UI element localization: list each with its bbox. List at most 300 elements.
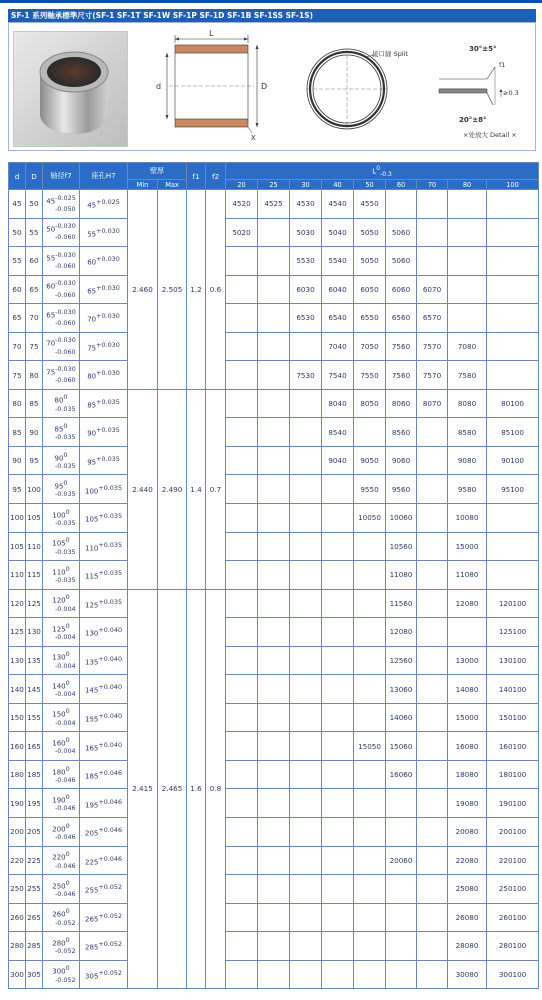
shaft-upper-tol: 0 — [65, 793, 70, 802]
housing-tol: +0.030 — [96, 255, 120, 264]
shaft-upper-tol: 0 — [65, 593, 70, 602]
cell-max: 2.465 — [158, 589, 187, 989]
cell-d: 50 — [9, 218, 26, 247]
cell-part-number: 4540 — [322, 190, 354, 219]
cell-part-number — [322, 732, 354, 761]
cell-part-number — [386, 875, 417, 904]
table-row — [9, 789, 539, 818]
cell-part-number — [417, 846, 448, 875]
cell-part-number — [322, 703, 354, 732]
cell-part-number: 20060 — [386, 846, 417, 875]
cell-part-number — [417, 589, 448, 618]
cell-part-number — [448, 275, 487, 304]
cell-d: 75 — [9, 361, 26, 390]
cell-part-number: 6070 — [417, 275, 448, 304]
cell-part-number: 5530 — [290, 247, 322, 276]
cell-part-number — [258, 275, 290, 304]
table-row — [9, 675, 539, 704]
shaft-upper-tol: 0 — [65, 507, 70, 516]
label-angle-bottom: 20°±8° — [459, 116, 487, 124]
col-f1: f1 — [187, 163, 206, 190]
cell-d: 150 — [9, 703, 26, 732]
cell-part-number — [417, 760, 448, 789]
cell-part-number — [417, 446, 448, 475]
col-f2: f2 — [206, 163, 226, 190]
cell-part-number: 8540 — [322, 418, 354, 447]
cell-part-number — [290, 903, 322, 932]
shaft-nominal: 200 — [52, 824, 66, 833]
cell-part-number — [290, 703, 322, 732]
housing-tol: +0.052 — [98, 968, 123, 977]
cell-part-number — [290, 646, 322, 675]
housing-tol: +0.035 — [98, 512, 123, 521]
cell-housing — [80, 960, 128, 989]
cell-part-number: 120100 — [487, 589, 539, 618]
page-title: SF-1 系列軸承標準尺寸(SF-1 SF-1T SF-1W SF-1P SF-1D SF-1B SF-1SS SF-1S) — [8, 9, 536, 22]
cell-part-number — [258, 247, 290, 276]
col-d: d — [9, 163, 26, 190]
cell-part-number — [258, 389, 290, 418]
cell-part-number — [322, 589, 354, 618]
housing-tol: +0.052 — [98, 883, 123, 892]
cell-part-number: 250100 — [487, 875, 539, 904]
cell-part-number — [417, 675, 448, 704]
cell-part-number: 260100 — [487, 903, 539, 932]
table-row — [9, 875, 539, 904]
shaft-lower-tol: -0.035 — [55, 490, 76, 499]
shaft-upper-tol: 0 — [65, 935, 70, 944]
cell-part-number: 300100 — [487, 960, 539, 989]
col-housing: 座孔H7 — [80, 163, 128, 190]
housing-tol: +0.046 — [98, 797, 123, 806]
cell-part-number — [258, 646, 290, 675]
shaft-upper-tol: -0.030 — [55, 336, 76, 345]
housing-tol: +0.025 — [96, 198, 120, 207]
col-L-50: 50 — [354, 180, 386, 190]
shaft-nominal: 85 — [54, 425, 64, 434]
cell-part-number — [258, 532, 290, 561]
illustration-panel — [8, 22, 536, 151]
cell-D: 205 — [26, 818, 43, 847]
cell-housing — [80, 275, 128, 304]
cell-part-number: 15050 — [354, 732, 386, 761]
cell-part-number — [290, 389, 322, 418]
cell-part-number: 9060 — [386, 446, 417, 475]
cell-housing — [80, 589, 128, 618]
shaft-nominal: 80 — [54, 396, 64, 405]
cell-part-number: 7570 — [417, 361, 448, 390]
cell-D: 90 — [26, 418, 43, 447]
cell-d: 180 — [9, 760, 26, 789]
housing-tol: +0.040 — [98, 683, 123, 692]
shaft-nominal: 280 — [52, 939, 66, 948]
cell-part-number — [226, 932, 258, 961]
housing-nominal: 265 — [84, 915, 99, 924]
shaft-lower-tol: -0.060 — [55, 262, 76, 271]
cell-part-number: 6060 — [386, 275, 417, 304]
housing-tol: +0.030 — [96, 226, 120, 235]
cell-f2: 0.7 — [206, 389, 226, 589]
cell-part-number: 15000 — [448, 532, 487, 561]
cell-part-number — [386, 789, 417, 818]
shaft-lower-tol: -0.046 — [55, 775, 76, 784]
cell-shaft — [43, 361, 80, 390]
cell-part-number: 12080 — [448, 589, 487, 618]
shaft-upper-tol: 0 — [63, 479, 68, 488]
housing-nominal: 130 — [84, 629, 99, 638]
label-detail: ×处放大 Detail × — [463, 131, 517, 139]
cell-part-number: 30080 — [448, 960, 487, 989]
cell-part-number — [417, 818, 448, 847]
cell-part-number: 11560 — [386, 589, 417, 618]
cell-part-number: 26080 — [448, 903, 487, 932]
cell-part-number — [258, 732, 290, 761]
cell-part-number — [417, 875, 448, 904]
shaft-lower-tol: -0.035 — [55, 547, 76, 556]
shaft-lower-tol: -0.004 — [55, 604, 76, 613]
cell-part-number: 7580 — [448, 361, 487, 390]
cell-f1: 1.6 — [187, 589, 206, 989]
cell-D: 305 — [26, 960, 43, 989]
cell-D: 285 — [26, 932, 43, 961]
col-L-20: 20 — [226, 180, 258, 190]
housing-nominal: 285 — [84, 943, 99, 952]
housing-tol: +0.046 — [98, 826, 123, 835]
cell-part-number — [386, 190, 417, 219]
cell-part-number — [258, 903, 290, 932]
cell-shaft — [43, 818, 80, 847]
table-row — [9, 561, 539, 590]
cell-part-number: 180100 — [487, 760, 539, 789]
cell-part-number — [322, 646, 354, 675]
cell-f1: 1.4 — [187, 389, 206, 589]
cell-part-number: 9040 — [322, 446, 354, 475]
cell-part-number: 125100 — [487, 618, 539, 647]
shaft-upper-tol: 0 — [65, 907, 70, 916]
cell-D: 100 — [26, 475, 43, 504]
cell-part-number — [226, 475, 258, 504]
table-row — [9, 732, 539, 761]
shaft-nominal: 190 — [52, 796, 66, 805]
cell-part-number — [354, 561, 386, 590]
cell-housing — [80, 789, 128, 818]
cell-part-number — [487, 218, 539, 247]
shaft-lower-tol: -0.052 — [55, 975, 76, 984]
cell-d: 80 — [9, 389, 26, 418]
cell-part-number — [386, 818, 417, 847]
cell-shaft — [43, 446, 80, 475]
housing-tol: +0.040 — [98, 626, 123, 635]
col-wall: 壁厚 — [128, 163, 187, 180]
cell-part-number — [354, 589, 386, 618]
cell-housing — [80, 732, 128, 761]
side-view — [166, 35, 259, 133]
cell-part-number — [290, 960, 322, 989]
housing-nominal: 145 — [84, 686, 99, 695]
col-wall-min: Min — [128, 180, 158, 190]
col-L-sub: -0.3 — [380, 170, 392, 178]
housing-nominal: 125 — [84, 601, 99, 610]
housing-tol: +0.035 — [98, 597, 123, 606]
shaft-lower-tol: -0.004 — [55, 633, 76, 642]
shaft-upper-tol: 0 — [63, 393, 68, 402]
cell-part-number — [226, 589, 258, 618]
cell-part-number: 95100 — [487, 475, 539, 504]
cell-part-number — [417, 475, 448, 504]
cell-part-number — [448, 304, 487, 333]
cell-shaft — [43, 275, 80, 304]
shaft-upper-tol: -0.030 — [55, 279, 76, 288]
cell-housing — [80, 446, 128, 475]
table-row — [9, 703, 539, 732]
cell-part-number: 7550 — [354, 361, 386, 390]
cell-part-number — [322, 561, 354, 590]
cell-part-number — [290, 475, 322, 504]
shaft-nominal: 160 — [52, 739, 66, 748]
shaft-upper-tol: 0 — [65, 536, 70, 545]
cell-part-number: 5020 — [226, 218, 258, 247]
cell-part-number — [226, 789, 258, 818]
shaft-upper-tol: -0.030 — [55, 364, 76, 373]
cell-part-number — [258, 703, 290, 732]
col-L-100: 100 — [487, 180, 539, 190]
cell-part-number: 25080 — [448, 875, 487, 904]
cell-D: 95 — [26, 446, 43, 475]
cell-d: 60 — [9, 275, 26, 304]
shaft-nominal: 220 — [52, 853, 66, 862]
cell-part-number — [258, 304, 290, 333]
cell-part-number — [487, 275, 539, 304]
cell-D: 70 — [26, 304, 43, 333]
cell-part-number: 13000 — [448, 646, 487, 675]
housing-tol: +0.035 — [98, 540, 123, 549]
cell-part-number: 220100 — [487, 846, 539, 875]
cell-housing — [80, 304, 128, 333]
housing-nominal: 205 — [84, 829, 99, 838]
housing-nominal: 185 — [84, 772, 99, 781]
cell-part-number — [487, 190, 539, 219]
shaft-nominal: 60 — [46, 282, 56, 291]
cell-part-number — [322, 789, 354, 818]
cell-part-number: 28080 — [448, 932, 487, 961]
cell-part-number — [290, 418, 322, 447]
cell-part-number — [290, 932, 322, 961]
cell-part-number — [487, 504, 539, 533]
cell-part-number — [354, 760, 386, 789]
cell-d: 200 — [9, 818, 26, 847]
cell-part-number — [354, 675, 386, 704]
cell-part-number — [448, 218, 487, 247]
cell-part-number — [487, 361, 539, 390]
housing-nominal: 305 — [84, 972, 99, 981]
cell-part-number: 6030 — [290, 275, 322, 304]
cell-part-number — [290, 504, 322, 533]
cell-shaft — [43, 903, 80, 932]
cell-part-number — [226, 903, 258, 932]
cell-d: 280 — [9, 932, 26, 961]
cell-housing — [80, 932, 128, 961]
cell-min: 2.415 — [128, 589, 158, 989]
housing-nominal: 95 — [87, 458, 97, 467]
cell-part-number — [448, 618, 487, 647]
cell-part-number: 9560 — [386, 475, 417, 504]
cell-part-number — [386, 903, 417, 932]
bushing-photo — [13, 31, 128, 147]
cell-part-number: 7560 — [386, 361, 417, 390]
cell-part-number — [258, 789, 290, 818]
cell-part-number — [354, 818, 386, 847]
cell-part-number — [417, 789, 448, 818]
cell-part-number: 200100 — [487, 818, 539, 847]
cell-part-number: 8070 — [417, 389, 448, 418]
cell-part-number — [417, 190, 448, 219]
cell-part-number — [354, 703, 386, 732]
cell-D: 110 — [26, 532, 43, 561]
shaft-nominal: 260 — [52, 910, 66, 919]
shaft-nominal: 90 — [54, 453, 64, 462]
table-row — [9, 618, 539, 647]
shaft-upper-tol: 0 — [65, 736, 70, 744]
shaft-upper-tol: 0 — [65, 564, 70, 573]
housing-tol: +0.052 — [98, 940, 123, 949]
housing-nominal: 195 — [84, 800, 99, 809]
housing-tol: +0.040 — [98, 740, 123, 749]
cell-d: 70 — [9, 332, 26, 361]
cell-part-number: 5030 — [290, 218, 322, 247]
shaft-lower-tol: -0.046 — [55, 890, 76, 899]
housing-nominal: 110 — [84, 544, 99, 552]
housing-nominal: 165 — [84, 743, 99, 752]
housing-nominal: 70 — [87, 315, 97, 324]
cell-part-number — [226, 675, 258, 704]
col-L-70: 70 — [417, 180, 448, 190]
cell-part-number: 7080 — [448, 332, 487, 361]
cell-max: 2.490 — [158, 389, 187, 589]
cell-d: 65 — [9, 304, 26, 333]
cell-part-number: 9050 — [354, 446, 386, 475]
cell-part-number — [417, 932, 448, 961]
housing-tol: +0.030 — [96, 283, 120, 292]
cell-part-number — [417, 618, 448, 647]
shaft-lower-tol: -0.035 — [55, 518, 76, 527]
shaft-lower-tol: -0.050 — [55, 204, 76, 213]
cell-part-number: 6540 — [322, 304, 354, 333]
shaft-lower-tol: -0.035 — [55, 576, 76, 585]
cell-part-number — [290, 561, 322, 590]
shaft-nominal: 125 — [52, 625, 66, 634]
housing-nominal: 55 — [87, 229, 97, 238]
shaft-upper-tol: -0.030 — [55, 250, 76, 259]
cell-part-number — [354, 903, 386, 932]
cell-part-number — [226, 875, 258, 904]
cell-part-number — [290, 760, 322, 789]
cell-part-number — [322, 960, 354, 989]
bushing-photo-image — [14, 32, 127, 146]
shaft-upper-tol: 0 — [65, 878, 70, 887]
col-D: D — [26, 163, 43, 190]
cell-housing — [80, 475, 128, 504]
cell-part-number — [448, 247, 487, 276]
cell-part-number: 9080 — [448, 446, 487, 475]
cell-part-number — [354, 789, 386, 818]
cell-min: 2.460 — [128, 190, 158, 390]
col-wall-max: Max — [158, 180, 187, 190]
cell-shaft — [43, 760, 80, 789]
housing-nominal: 75 — [87, 344, 97, 353]
cell-part-number — [322, 846, 354, 875]
cell-part-number — [226, 760, 258, 789]
cell-part-number: 10050 — [354, 504, 386, 533]
cell-part-number: 5050 — [354, 218, 386, 247]
cell-part-number — [258, 618, 290, 647]
cell-part-number — [354, 875, 386, 904]
cell-part-number — [258, 818, 290, 847]
shaft-nominal: 75 — [46, 368, 56, 377]
cell-part-number — [417, 703, 448, 732]
shaft-upper-tol: -0.030 — [55, 307, 76, 316]
cell-part-number — [258, 218, 290, 247]
cell-part-number: 8560 — [386, 418, 417, 447]
cell-part-number — [258, 418, 290, 447]
cell-part-number — [258, 932, 290, 961]
cell-part-number: 7040 — [322, 332, 354, 361]
cell-part-number — [354, 846, 386, 875]
housing-nominal: 135 — [84, 658, 99, 667]
cell-housing — [80, 675, 128, 704]
cell-part-number — [226, 532, 258, 561]
col-L-label: L — [372, 165, 377, 175]
cell-shaft — [43, 218, 80, 247]
shaft-nominal: 150 — [52, 710, 66, 719]
housing-nominal: 115 — [84, 572, 99, 581]
cell-shaft — [43, 418, 80, 447]
cell-part-number: 8060 — [386, 389, 417, 418]
cell-shaft — [43, 960, 80, 989]
header-row-main — [9, 163, 539, 180]
cell-housing — [80, 218, 128, 247]
cell-part-number — [354, 418, 386, 447]
col-L-80: 80 — [448, 180, 487, 190]
housing-nominal: 65 — [87, 287, 97, 296]
cell-part-number: 140100 — [487, 675, 539, 704]
housing-nominal: 155 — [84, 715, 99, 724]
shaft-lower-tol: -0.035 — [55, 404, 76, 413]
cell-part-number: 6530 — [290, 304, 322, 333]
cell-part-number: 10060 — [386, 504, 417, 533]
cell-part-number — [290, 532, 322, 561]
cell-part-number — [487, 332, 539, 361]
cell-part-number — [417, 646, 448, 675]
cell-part-number: 7530 — [290, 361, 322, 390]
housing-tol: +0.030 — [96, 369, 120, 378]
housing-nominal: 60 — [87, 258, 97, 267]
cell-part-number — [290, 675, 322, 704]
shaft-lower-tol: -0.046 — [55, 832, 76, 841]
cell-part-number — [487, 532, 539, 561]
cell-D: 135 — [26, 646, 43, 675]
cell-shaft — [43, 932, 80, 961]
cell-part-number: 90100 — [487, 446, 539, 475]
cell-part-number — [258, 332, 290, 361]
table-row — [9, 361, 539, 390]
cell-shaft — [43, 247, 80, 276]
cell-D: 55 — [26, 218, 43, 247]
cell-part-number: 19080 — [448, 789, 487, 818]
cell-part-number — [354, 532, 386, 561]
cell-part-number — [226, 818, 258, 847]
cell-part-number — [417, 732, 448, 761]
shaft-upper-tol: 0 — [65, 707, 70, 716]
